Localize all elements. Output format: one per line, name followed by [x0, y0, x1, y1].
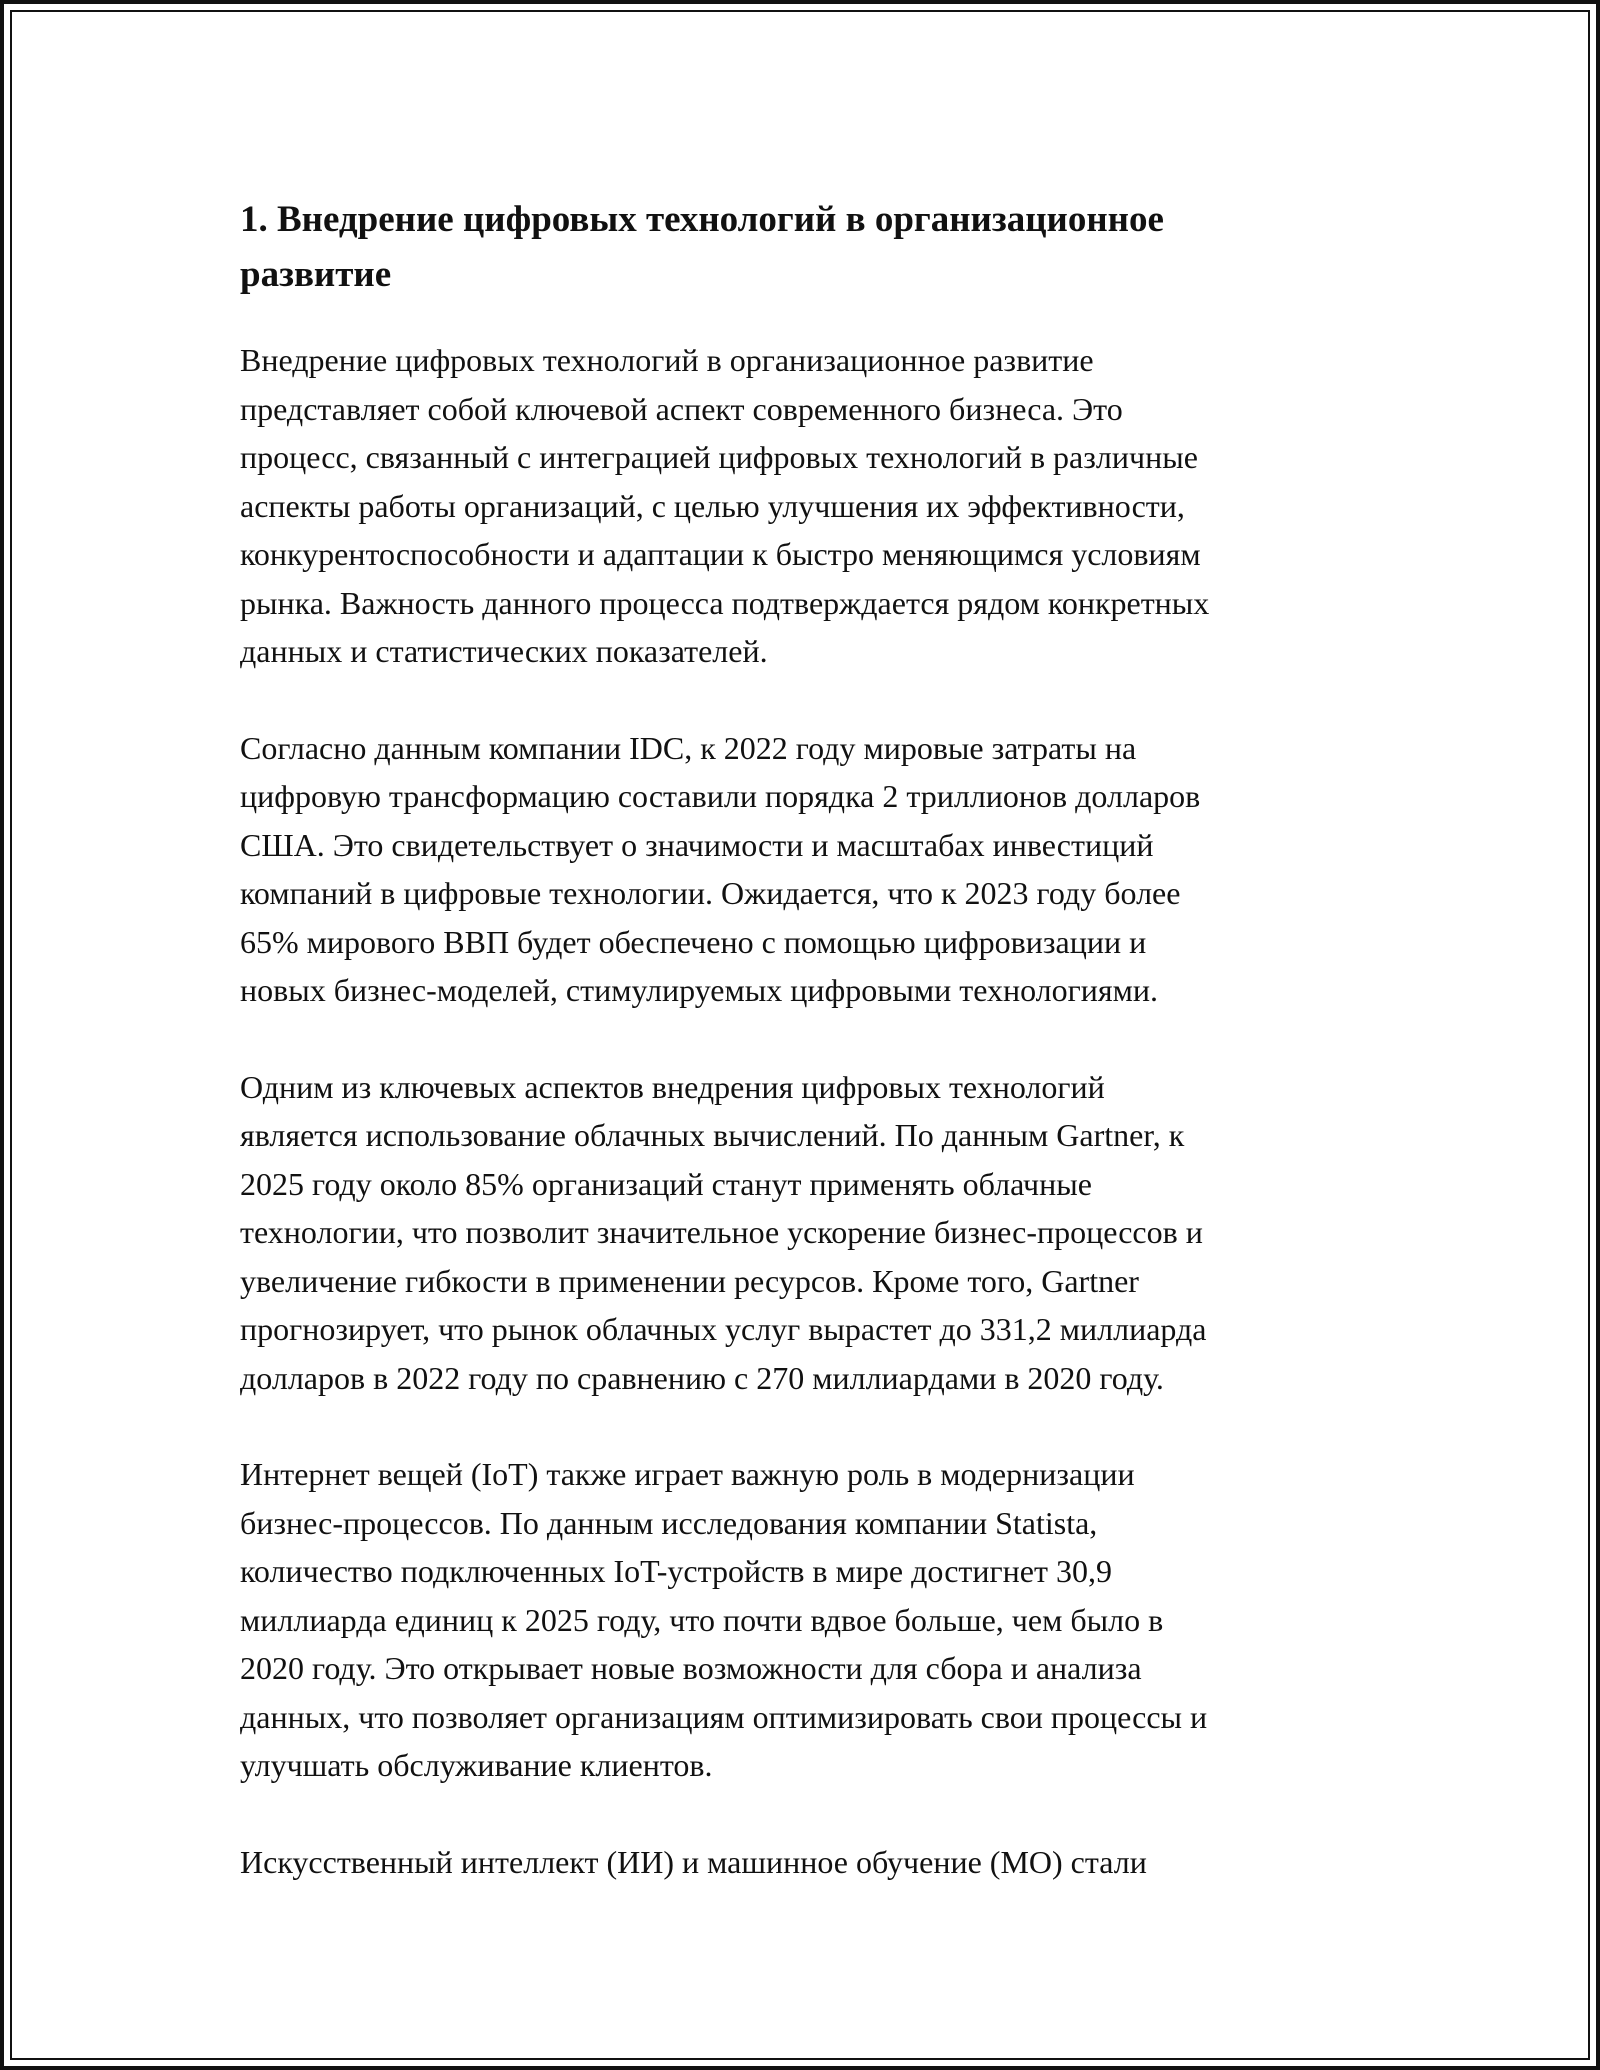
- document-body: [240, 192, 1390, 1886]
- paragraph-internet-of-things: Интернет вещей (IoT) также играет важную роль в модернизации бизнес-процессов. По данным исследования компании Statista, количество подключенных IoT-устройств в мире достигнет 30,9 миллиарда единиц к 2025 году, что почти вдвое больше, чем было в 2020 году. Это открывает новые возможности для сбора и анализа данных, что позволяет организациям оптимизировать свои процессы и улучшать обслуживание клиентов.: [240, 1456, 1208, 1783]
- paragraph-digital-intro: Внедрение цифровых технологий в организационное развитие представляет собой ключевой аспект современного бизнеса. Это процесс, связанный с интеграцией цифровых технологий в различные аспекты работы организаций, с целью улучшения их эффективности, конкурентоспособности и адаптации к быстро меняющимся условиям рынка. Важность данного процесса подтверждается рядом конкретных данных и статистических показателей.: [240, 342, 1210, 669]
- paragraph-cloud-computing: Одним из ключевых аспектов внедрения цифровых технологий является использование облачных вычислений. По данным Gartner, к 2025 году около 85% организаций станут применять облачные технологии, что позволит значительное ускорение бизнес-процессов и увеличение гибкости в применении ресурсов. Кроме того, Gartner прогнозирует, что рынок облачных услуг вырастет до 331,2 миллиарда долларов в 2022 году по сравнению с 270 миллиардами в 2020 году.: [240, 1068, 1207, 1396]
- section-heading: 1. Внедрение цифровых технологий в организационное развитие: [240, 199, 1164, 295]
- paragraph-artificial-intelligence: Искусственный интеллект (ИИ) и машинное обучение (МО) стали: [240, 1843, 1147, 1880]
- paragraph-idc-statistics: Согласно данным компании IDC, к 2022 году мировые затраты на цифровую трансформацию составили порядка 2 триллионов долларов США. Это свидетельствует о значимости и масштабах инвестиций компаний в цифровые технологии. Ожидается, что к 2023 году более 65% мирового ВВП будет обеспечено с помощью цифровизации и новых бизнес-моделей, стимулируемых цифровыми технологиями.: [240, 729, 1201, 1008]
